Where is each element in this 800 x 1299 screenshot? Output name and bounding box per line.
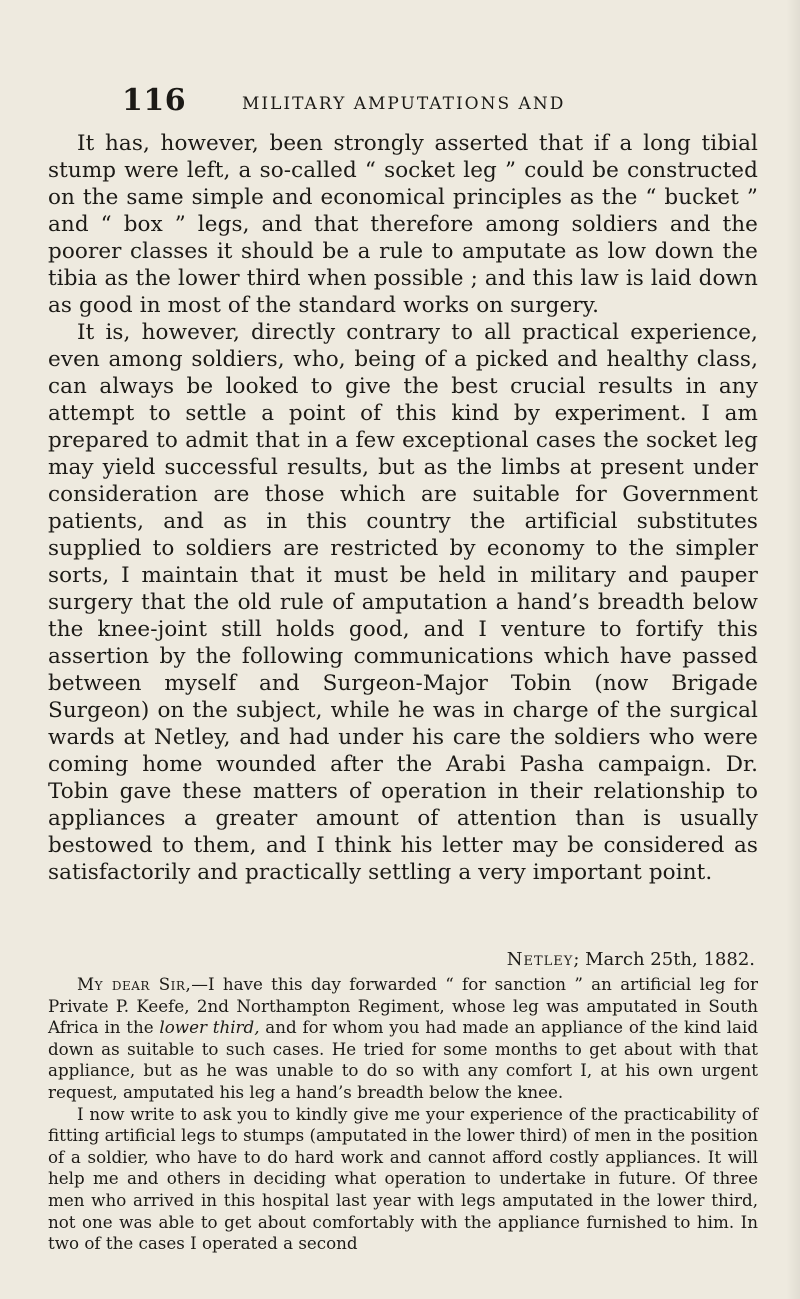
letter-date: ; March 25th, 1882. xyxy=(573,949,755,970)
page-header xyxy=(122,83,762,126)
letter-paragraph: I now write to ask you to kindly give me your experience of the practicability of fitting artificial legs to stumps (amputated in the lower third) of men in the position of a soldier, who have to do hard work and cannot afford costly appliances. It will help me and others in deciding what operation to undertake in future. Of three men who arrived in this hospital last year with legs amputated in the lower third, not one was able to get about comfortably with the appliance furnished to him. In two of the cases I operated a second xyxy=(48,1103,758,1254)
letter-body xyxy=(48,974,758,1255)
letter-emphasis: lower third, xyxy=(159,1017,260,1038)
paragraph: It is, however, directly contrary to all practical experience, even among soldiers, who, being of a picked and healthy class, can always be looked to give the best crucial results in any attempt to settle a point of this kind by experiment. I am prepared to admit that in a few exceptional cases the socket leg may yield successful results, but as the limbs at present under consideration are those which are suitable for Government patients, and as in this country the artificial substitutes supplied to soldiers are restricted by economy to the simpler sorts, I maintain that it must be held in military and pauper surgery that the old rule of amputation a hand’s breadth below the knee-joint still holds good, and I venture to fortify this assertion by the following communications which have passed between myself and Surgeon-Major Tobin (now Brigade Surgeon) on the subject, while he was in charge of the surgical wards at Netley, and had under his care the soldiers who were coming home wounded after the Arabi Pasha campaign. Dr. Tobin gave these matters of operation in their relationship to appliances a greater amount of attention than is usually bestowed to them, and I think his letter may be considered as satisfactorily and practically settling a very important point. xyxy=(48,320,758,885)
letter-paragraph xyxy=(48,974,758,1104)
running-head: MILITARY AMPUTATIONS AND xyxy=(242,94,566,114)
paragraph: It has, however, been strongly asserted that if a long tibial stump were left, a so-called “ socket leg ” could be constructed on the same simple and economical principles as the “ bucket ” and “ box ” legs, and that therefore among soldiers and the poorer classes it should be a rule to amputate as low down the tibia as the lower third when possible ; and this law is laid down as good in most of the standard works on surgery. xyxy=(48,131,758,318)
page-edge-shadow xyxy=(786,0,800,1299)
letter-text-span: and for whom you had made an appliance of the kind laid down as suitable to such cases. He tried for some months to get about with that appliance, but as he was unable to do so with any comfort I, at his own urgent request, amputated his leg a hand’s breadth below the knee. xyxy=(48,1017,758,1102)
page-number: 116 xyxy=(122,83,187,118)
letter-salutation: My dear Sir, xyxy=(77,974,192,994)
main-text xyxy=(48,130,758,886)
letter-place: Netley xyxy=(506,949,574,970)
letter-dateline xyxy=(48,949,755,971)
letter-text-span: —I have this day forwarded “ for sanction ” an artificial leg for Private P. Keefe, 2nd Northampton Regiment, whose leg was amputated in South Africa in the xyxy=(48,974,758,1038)
